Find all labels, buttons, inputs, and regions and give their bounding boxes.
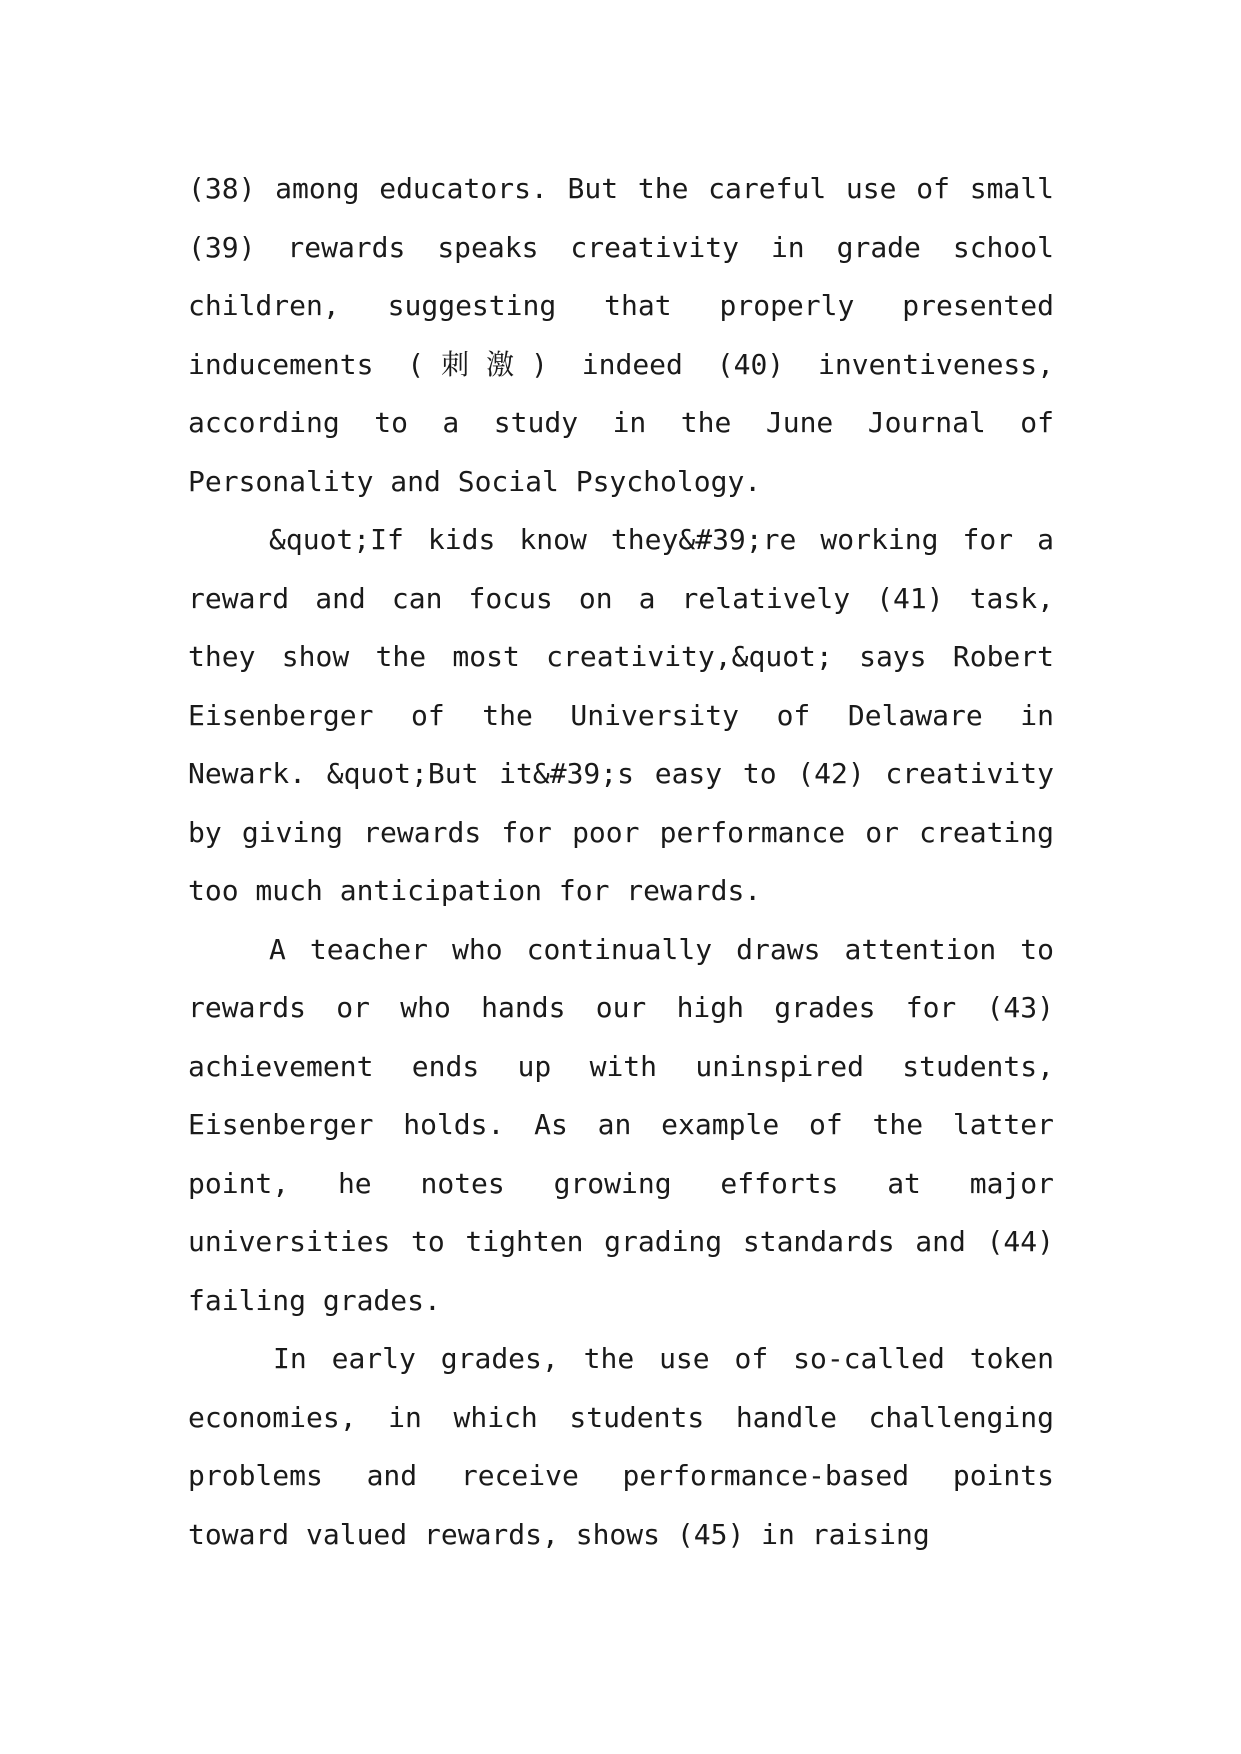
paragraph-1: (38) among educators. But the careful use of small (39) rewards speaks creativity in grade school children, suggesting that properly presented inducements (刺激) indeed (40) inventiveness, according to a study in the June Journal of Personality and Social Psychology. [188,172,1054,498]
paragraph-2: &quot;If kids know they&#39;re working for a reward and can focus on a relatively (41) task, they show the most creativity,&quot; says Robert Eisenberger of the University of Delaware in Newark. &quot;But it&#39;s easy to (42) creativity by giving rewards for poor performance or creating too much anticipation for rewards. [188,523,1054,907]
body-text [188,160,1054,1564]
paragraph-3: A teacher who continually draws attention to rewards or who hands our high grades for (43) achievement ends up with uninspired students, Eisenberger holds. As an example of the latter point, he notes growing efforts at major universities to tighten grading standards and (44) failing grades. [188,932,1054,1317]
paragraph-4: In early grades, the use of so-called token economies, in which students handle challenging problems and receive performance-based points toward valued rewards, shows (45) in raising [188,1342,1054,1551]
